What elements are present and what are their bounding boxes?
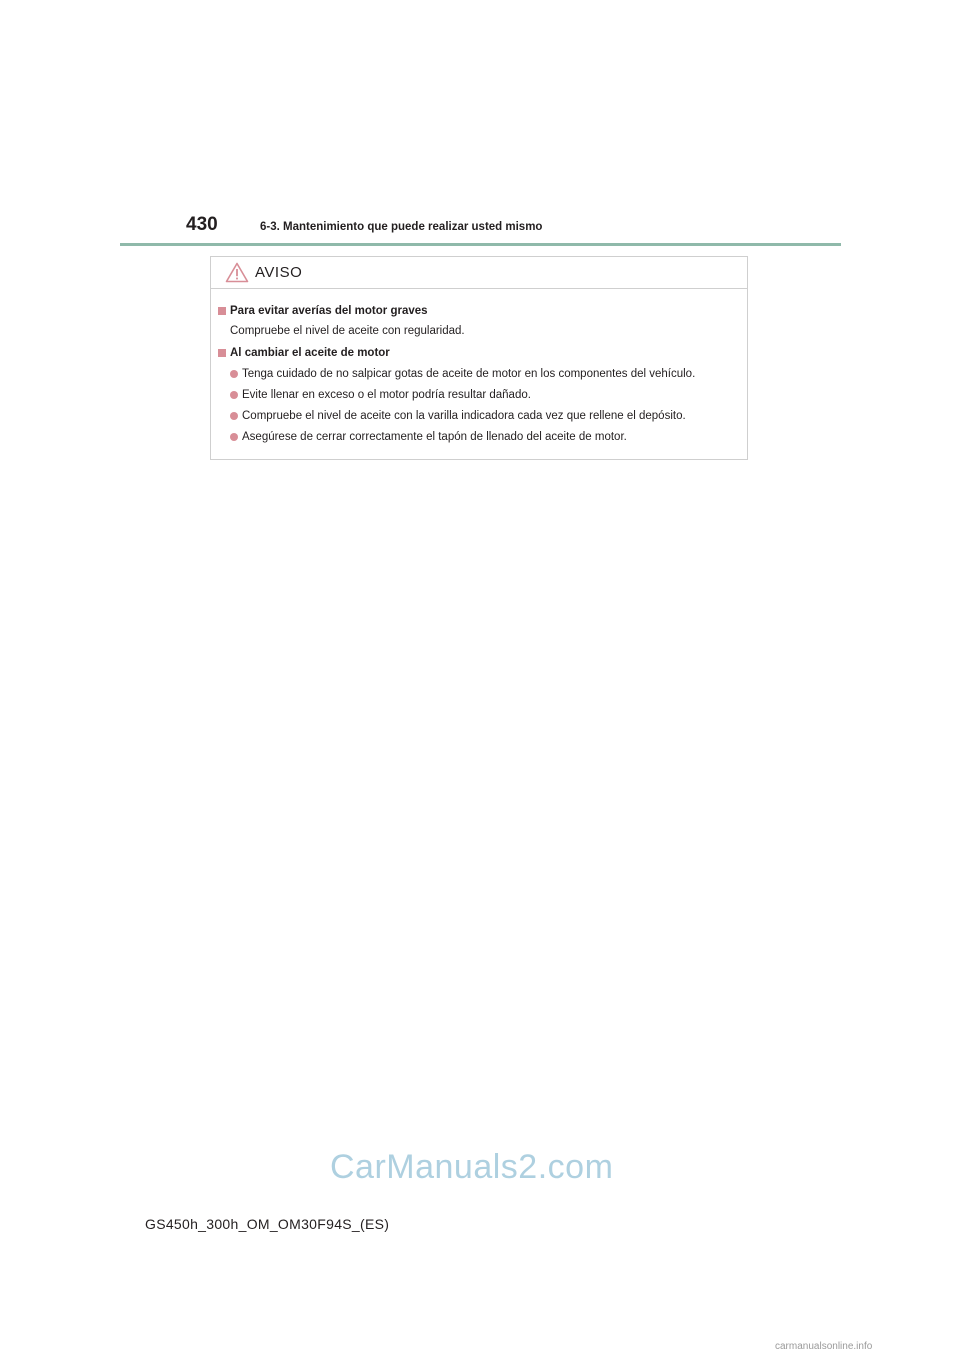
- circle-bullet-icon: [230, 370, 238, 378]
- list-item-text: Evite llenar en exceso o el motor podría resultar dañado.: [242, 388, 531, 401]
- list-item-text: Compruebe el nivel de aceite con la varilla indicadora cada vez que rellene el depósito.: [242, 409, 686, 422]
- warning-section-heading: [218, 300, 747, 321]
- circle-bullet-icon: [230, 412, 238, 420]
- warning-title: AVISO: [255, 264, 303, 281]
- square-bullet-icon: [218, 307, 226, 315]
- list-item-text: Tenga cuidado de no salpicar gotas de aceite de motor en los componentes del vehículo.: [242, 367, 696, 380]
- footer-model-code: GS450h_300h_OM_OM30F94S_(ES): [145, 1216, 390, 1232]
- page-number: 430: [186, 214, 218, 235]
- watermark-site: carmanualsonline.info: [775, 1341, 873, 1352]
- page-header: [186, 214, 542, 236]
- list-item: [218, 384, 747, 405]
- heading-text: Al cambiar el aceite de motor: [230, 346, 390, 359]
- list-item-text: Asegúrese de cerrar correctamente el tapón de llenado del aceite de motor.: [242, 430, 627, 443]
- square-bullet-icon: [218, 349, 226, 357]
- warning-triangle-icon: [225, 262, 249, 283]
- heading-text: Para evitar averías del motor graves: [230, 304, 428, 317]
- list-item: [218, 426, 747, 447]
- warning-header: [211, 257, 747, 289]
- header-divider: [120, 243, 841, 246]
- circle-bullet-icon: [230, 433, 238, 441]
- warning-section-text: Compruebe el nivel de aceite con regularidad.: [230, 325, 465, 337]
- circle-bullet-icon: [230, 391, 238, 399]
- warning-section-heading: [218, 342, 747, 363]
- watermark-logo: CarManuals2.com: [330, 1148, 614, 1186]
- list-item: [218, 363, 747, 384]
- warning-box: [210, 256, 748, 460]
- list-item: [218, 405, 747, 426]
- warning-body: [211, 289, 747, 447]
- section-title: 6-3. Mantenimiento que puede realizar usted mismo: [260, 221, 543, 233]
